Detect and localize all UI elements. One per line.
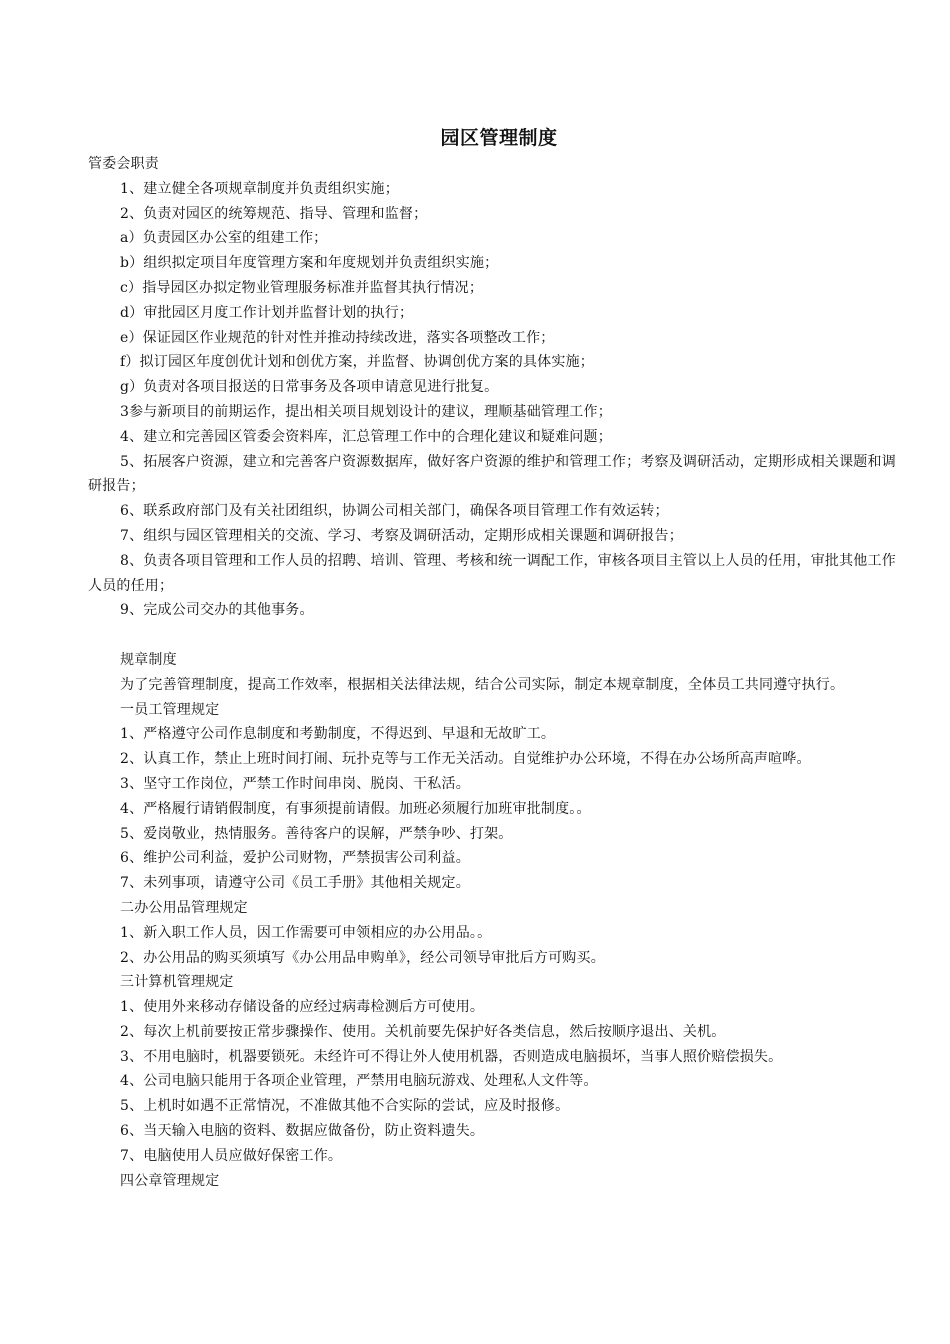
blank-line xyxy=(88,623,910,648)
regulations-intro: 为了完善管理制度，提高工作效率，根据相关法律法规，结合公司实际，制定本规章制度，全体员工共同遵守执行。 xyxy=(120,676,845,693)
list-item: 1、严格遵守公司作息制度和考勤制度，不得迟到、早退和无故旷工。 xyxy=(120,726,556,743)
list-item: 7、电脑使用人员应做好保密工作。 xyxy=(120,1147,343,1164)
subsection-heading-staff: 一员工管理规定 xyxy=(120,701,220,718)
list-item: g）负责对各项目报送的日常事务及各项申请意见进行批复。 xyxy=(120,379,499,396)
list-item: 2、负责对园区的统筹规范、指导、管理和监督； xyxy=(120,205,428,222)
list-item: 6、当天输入电脑的资料、数据应做备份，防止资料遗失。 xyxy=(120,1123,485,1140)
list-item: 5、爱岗敬业，热情服务。善待客户的误解，严禁争吵、打架。 xyxy=(120,825,513,842)
list-item: 3、不用电脑时，机器要锁死。未经许可不得让外人使用机器，否则造成电脑损坏，当事人照价赔偿损失。 xyxy=(120,1048,783,1065)
list-item: 2、每次上机前要按正常步骤操作、使用。关机前要先保护好各类信息，然后按顺序退出、关机。 xyxy=(120,1023,726,1040)
list-item: 5、上机时如遇不正常情况，不准做其他不合实际的尝试，应及时报修。 xyxy=(120,1098,570,1115)
list-item: 4、公司电脑只能用于各项企业管理，严禁用电脑玩游戏、处理私人文件等。 xyxy=(120,1073,598,1090)
list-item: 9、完成公司交办的其他事务。 xyxy=(120,602,314,619)
subsection-heading-office-supplies: 二办公用品管理规定 xyxy=(120,899,248,916)
page-title: 园区管理制度 xyxy=(440,127,558,149)
list-item: 7、未列事项，请遵守公司《员工手册》其他相关规定。 xyxy=(120,875,470,892)
list-item: 6、联系政府部门及有关社团组织，协调公司相关部门，确保各项目管理工作有效运转； xyxy=(120,503,669,520)
list-item: 1、使用外来移动存储设备的应经过病毒检测后方可使用。 xyxy=(120,999,485,1016)
list-item: f）拟订园区年度创优计划和创优方案，并监督、协调创优方案的具体实施； xyxy=(120,354,594,371)
section-heading-committee: 管委会职责 xyxy=(88,156,159,172)
list-item: 8、负责各项目管理和工作人员的招聘、培训、管理、考核和统一调配工作，审核各项目主管以上人员的任用，审批其他工作人员的任用； xyxy=(88,552,896,594)
list-item: 4、建立和完善园区管委会资料库，汇总管理工作中的合理化建议和疑难问题； xyxy=(120,428,612,445)
subsection-heading-computers: 三计算机管理规定 xyxy=(120,974,234,991)
list-item: e）保证园区作业规范的针对性并推动持续改进，落实各项整改工作； xyxy=(120,329,555,346)
list-item: b）组织拟定项目年度管理方案和年度规划并负责组织实施； xyxy=(120,255,499,272)
list-item: a）负责园区办公室的组建工作； xyxy=(120,230,328,247)
document-page xyxy=(88,124,910,1193)
list-item: c）指导园区办拟定物业管理服务标准并监督其执行情况； xyxy=(120,279,484,296)
section-heading-regulations: 规章制度 xyxy=(120,651,177,668)
list-item: 2、办公用品的购买须填写《办公用品申购单》，经公司领导审批后方可购买。 xyxy=(120,949,605,966)
list-item: 2、认真工作，禁止上班时间打闹、玩扑克等与工作无关活动。自觉维护办公环境，不得在办公场所高声喧哗。 xyxy=(120,751,811,768)
list-item: 1、新入职工作人员，因工作需要可申领相应的办公用品。。 xyxy=(120,924,492,941)
list-item: 6、维护公司利益，爱护公司财物，严禁损害公司利益。 xyxy=(120,850,470,867)
list-item: 1、建立健全各项规章制度并负责组织实施； xyxy=(120,180,399,197)
list-item: 3参与新项目的前期运作，提出相关项目规划设计的建议，理顺基础管理工作； xyxy=(120,403,612,420)
list-item: 4、严格履行请销假制度，有事须提前请假。加班必须履行加班审批制度。。 xyxy=(120,800,591,817)
list-item: 3、坚守工作岗位，严禁工作时间串岗、脱岗、干私活。 xyxy=(120,775,470,792)
subsection-heading-seals: 四公章管理规定 xyxy=(120,1172,220,1189)
list-item: 5、拓展客户资源，建立和完善客户资源数据库，做好客户资源的维护和管理工作；考察及调研活动，定期形成相关课题和调研报告； xyxy=(88,453,896,495)
list-item: 7、组织与园区管理相关的交流、学习、考察及调研活动，定期形成相关课题和调研报告； xyxy=(120,527,683,544)
list-item: d）审批园区月度工作计划并监督计划的执行； xyxy=(120,304,414,321)
